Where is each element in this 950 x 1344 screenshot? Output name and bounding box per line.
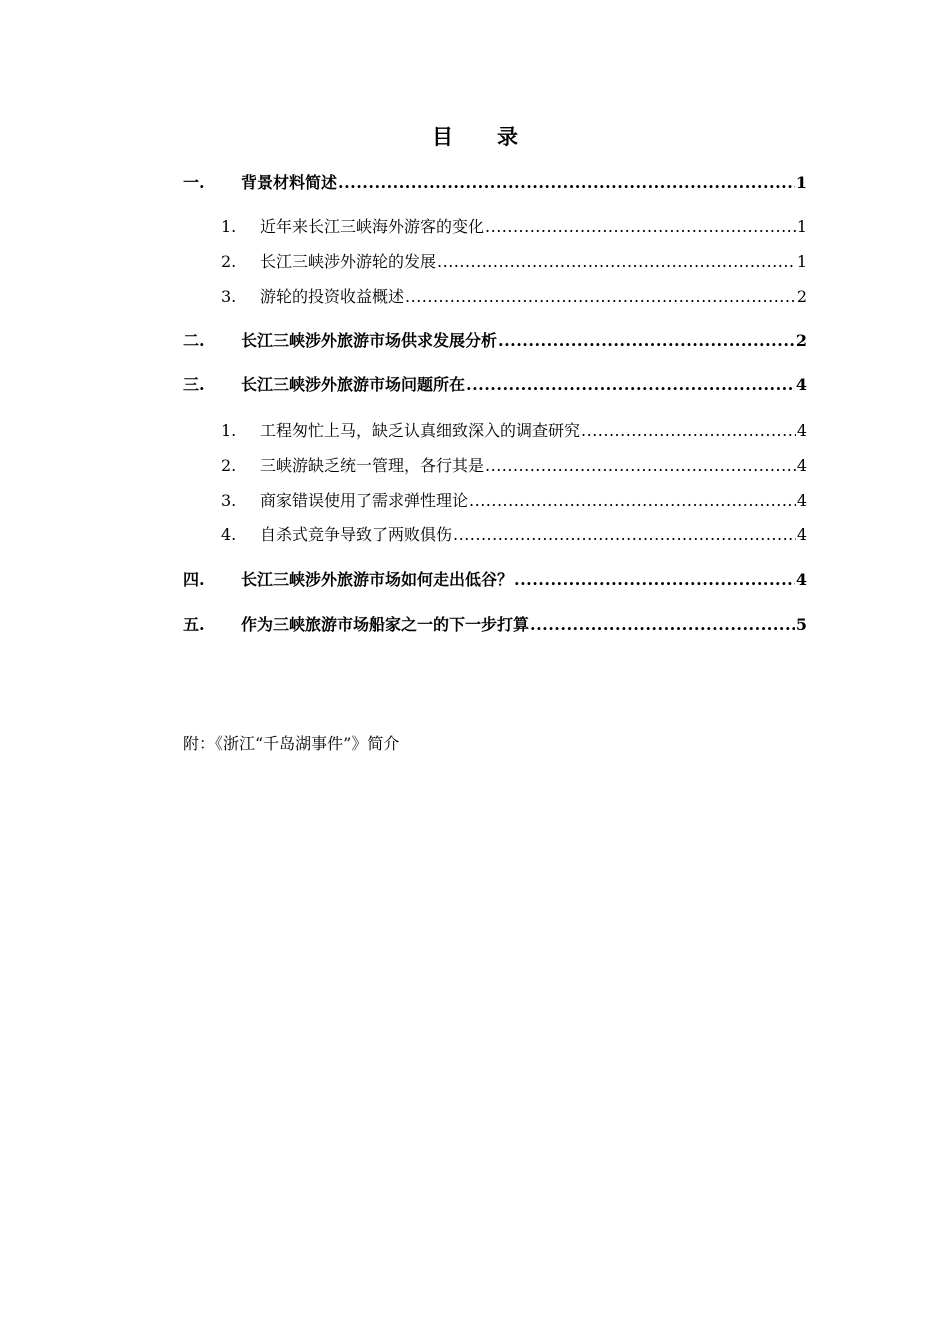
toc-entry-title: 工程匆忙上马，缺乏认真细致深入的调查研究 bbox=[260, 421, 581, 440]
toc-title-part2: 录 bbox=[497, 124, 518, 149]
toc-leader-dots bbox=[405, 287, 796, 306]
toc-entry-subsection-3-1[interactable] bbox=[221, 418, 807, 442]
toc-entry-subsection-3-2[interactable] bbox=[221, 453, 807, 477]
toc-entry-subsection-3-3[interactable] bbox=[221, 488, 807, 512]
toc-leader-dots bbox=[485, 217, 796, 236]
toc-leader-dots bbox=[437, 252, 796, 271]
toc-leader-dots bbox=[466, 375, 795, 394]
toc-entry-title: 长江三峡涉外旅游市场如何走出低谷？ bbox=[241, 570, 514, 589]
toc-entry-title: 作为三峡旅游市场船家之一的下一步打算 bbox=[241, 615, 530, 634]
toc-entry-page: 2 bbox=[796, 287, 807, 306]
toc-leader-dots bbox=[498, 331, 795, 350]
toc-entry-title: 三峡游缺乏统一管理，各行其是 bbox=[260, 456, 485, 475]
toc-entry-title: 长江三峡涉外旅游市场供求发展分析 bbox=[241, 331, 498, 350]
toc-entry-title: 近年来长江三峡海外游客的变化 bbox=[260, 217, 485, 236]
toc-entry-page: 4 bbox=[796, 421, 807, 440]
toc-leader-dots bbox=[469, 491, 796, 510]
toc-leader-dots bbox=[530, 615, 795, 634]
toc-entry-number: 一. bbox=[183, 173, 205, 192]
toc-title-part1: 目 bbox=[432, 124, 453, 149]
toc-leader-dots bbox=[453, 525, 796, 544]
toc-entry-page: 1 bbox=[796, 217, 807, 236]
toc-entry-title: 长江三峡涉外游轮的发展 bbox=[260, 252, 437, 271]
appendix-note: 附：《浙江“千岛湖事件”》简介 bbox=[183, 734, 400, 753]
toc-entry-number: 五. bbox=[183, 615, 205, 634]
toc-entry-page: 1 bbox=[795, 173, 807, 192]
toc-leader-dots bbox=[514, 570, 795, 589]
toc-entry-title: 游轮的投资收益概述 bbox=[260, 287, 405, 306]
toc-leader-dots bbox=[485, 456, 796, 475]
toc-entry-title: 背景材料简述 bbox=[241, 173, 338, 192]
toc-entry-page: 4 bbox=[795, 375, 807, 394]
toc-entry-section-1[interactable] bbox=[183, 170, 807, 194]
toc-leader-dots bbox=[338, 173, 795, 192]
toc-entry-number: 3. bbox=[221, 287, 237, 306]
toc-entry-subsection-1-3[interactable] bbox=[221, 284, 807, 308]
toc-entry-title: 长江三峡涉外旅游市场问题所在 bbox=[241, 375, 466, 394]
toc-entry-number: 2. bbox=[221, 456, 237, 475]
toc-entry-title: 自杀式竞争导致了两败俱伤 bbox=[260, 525, 453, 544]
toc-entry-subsection-1-2[interactable] bbox=[221, 249, 807, 273]
toc-entry-page: 4 bbox=[796, 491, 807, 510]
toc-entry-number: 2. bbox=[221, 252, 237, 271]
toc-entry-section-5[interactable] bbox=[183, 612, 807, 636]
toc-entry-subsection-3-4[interactable] bbox=[221, 522, 807, 546]
toc-entry-page: 4 bbox=[795, 570, 807, 589]
toc-entry-number: 3. bbox=[221, 491, 237, 510]
toc-entry-number: 4. bbox=[221, 525, 237, 544]
toc-entry-number: 1. bbox=[221, 217, 237, 236]
toc-entry-section-4[interactable] bbox=[183, 567, 807, 591]
toc-entry-page: 4 bbox=[796, 456, 807, 475]
toc-leader-dots bbox=[581, 421, 796, 440]
toc-entry-page: 5 bbox=[795, 615, 807, 634]
toc-entry-page: 2 bbox=[795, 331, 807, 350]
toc-entry-subsection-1-1[interactable] bbox=[221, 214, 807, 238]
toc-entry-page: 4 bbox=[796, 525, 807, 544]
toc-entry-number: 三. bbox=[183, 375, 205, 394]
toc-entry-page: 1 bbox=[796, 252, 807, 271]
toc-entry-title: 商家错误使用了需求弹性理论 bbox=[260, 491, 469, 510]
toc-entry-section-3[interactable] bbox=[183, 372, 807, 396]
toc-entry-number: 四. bbox=[183, 570, 205, 589]
toc-entry-number: 二. bbox=[183, 331, 205, 350]
toc-entry-section-2[interactable] bbox=[183, 328, 807, 352]
toc-entry-number: 1. bbox=[221, 421, 237, 440]
toc-title bbox=[0, 121, 950, 151]
